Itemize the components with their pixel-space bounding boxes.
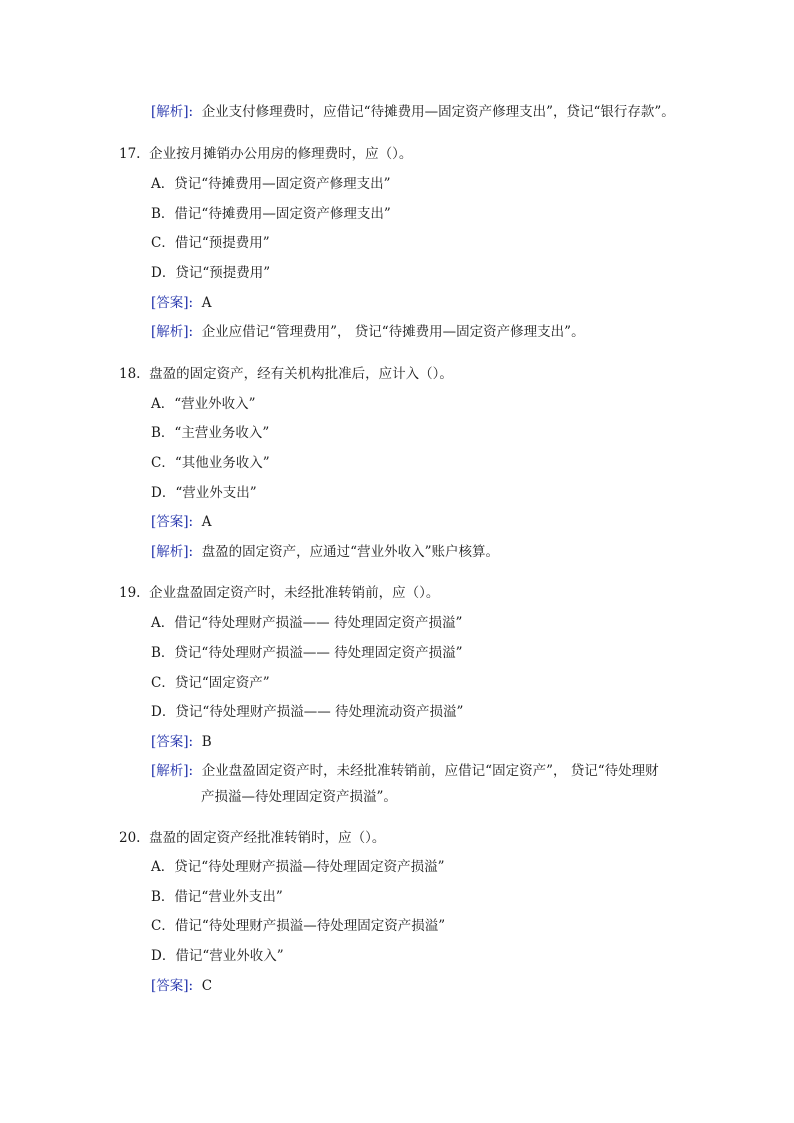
analysis-text: 企业支付修理费时，应借记“待摊费用—固定资产修理支出”，贷记“银行存款”。 — [201, 104, 675, 120]
analysis-line — [151, 763, 659, 779]
analysis-line — [151, 324, 585, 340]
question-number: 20. — [119, 830, 141, 846]
analysis-tag: [解析]: — [151, 104, 194, 120]
analysis-text: 企业盘盈固定资产时，未经批准转销前，应借记“固定资产”， 贷记“待处理财 — [201, 763, 659, 779]
option-c: C．贷记“固定资产” — [151, 675, 270, 691]
answer-line — [151, 295, 211, 311]
analysis-continuation: 产损溢—待处理固定资产损溢”。 — [201, 789, 397, 805]
option-b: B．贷记“待处理财产损溢—— 待处理固定资产损溢” — [151, 645, 463, 661]
answer-tag: [答案]: — [151, 514, 194, 530]
option-c: C．“其他业务收入” — [151, 455, 270, 471]
option-a: A．“营业外收入” — [151, 396, 256, 412]
answer-value: B — [201, 734, 212, 750]
option-c: C．借记“预提费用” — [151, 235, 270, 251]
analysis-line — [151, 544, 499, 560]
analysis-tag: [解析]: — [151, 544, 194, 560]
answer-value: A — [201, 295, 212, 311]
option-b: B．借记“营业外支出” — [151, 889, 283, 905]
question-18 — [119, 366, 453, 382]
option-a: A．贷记“待处理财产损溢—待处理固定资产损溢” — [151, 859, 445, 875]
question-stem: 盘盈的固定资产经批准转销时，应（）。 — [149, 830, 386, 846]
question-17 — [119, 146, 412, 162]
answer-line — [151, 514, 211, 530]
option-b: B．借记“待摊费用—固定资产修理支出” — [151, 206, 391, 222]
analysis-tag: [解析]: — [151, 324, 194, 340]
question-19 — [119, 585, 439, 601]
analysis-line — [151, 104, 675, 120]
question-20 — [119, 830, 385, 846]
question-stem: 企业按月摊销办公用房的修理费时，应（）。 — [149, 146, 413, 162]
answer-value: C — [201, 978, 213, 994]
option-a: A．贷记“待摊费用—固定资产修理支出” — [151, 176, 391, 192]
question-number: 17. — [119, 146, 141, 162]
question-stem: 企业盘盈固定资产时，未经批准转销前，应（）。 — [149, 585, 440, 601]
answer-tag: [答案]: — [151, 295, 194, 311]
option-d: D．“营业外支出” — [151, 485, 257, 501]
question-number: 19. — [119, 585, 141, 601]
analysis-text: 盘盈的固定资产，应通过“营业外收入”账户核算。 — [201, 544, 499, 560]
answer-line — [151, 734, 212, 750]
answer-value: A — [201, 514, 212, 530]
option-b: B．“主营业务收入” — [151, 425, 270, 441]
answer-line — [151, 978, 212, 994]
option-c: C．借记“待处理财产损溢—待处理固定资产损溢” — [151, 918, 446, 934]
question-number: 18. — [119, 366, 141, 382]
analysis-text: 企业应借记“管理费用”， 贷记“待摊费用—固定资产修理支出”。 — [201, 324, 585, 340]
answer-tag: [答案]: — [151, 734, 194, 750]
option-d: D．借记“营业外收入” — [151, 948, 284, 964]
option-d: D．贷记“待处理财产损溢—— 待处理流动资产损溢” — [151, 704, 464, 720]
answer-tag: [答案]: — [151, 978, 194, 994]
option-a: A．借记“待处理财产损溢—— 待处理固定资产损溢” — [151, 615, 463, 631]
analysis-tag: [解析]: — [151, 763, 194, 779]
question-stem: 盘盈的固定资产，经有关机构批准后，应计入（）。 — [149, 366, 453, 382]
option-d: D．贷记“预提费用” — [151, 265, 271, 281]
